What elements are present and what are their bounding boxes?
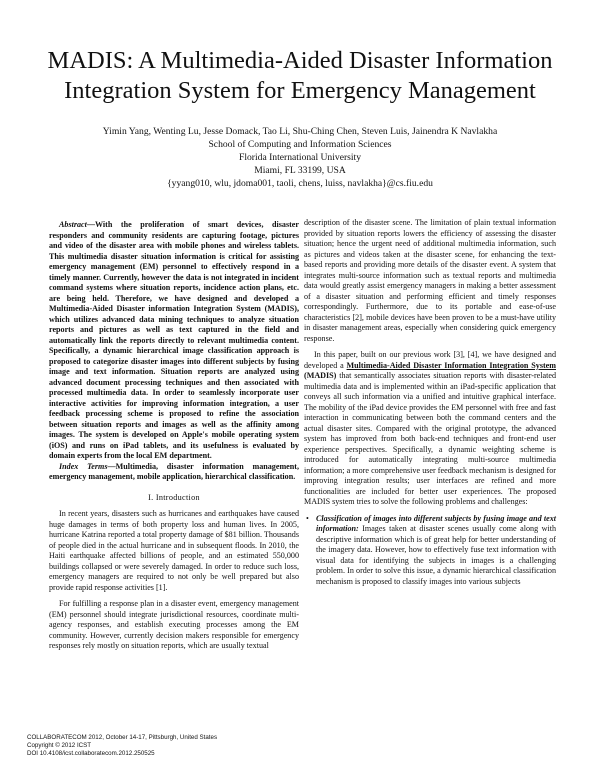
title-line-2: Integration System for Emergency Management	[64, 77, 536, 104]
madis-full-name: Multimedia-Aided Disaster Information Integration System	[346, 360, 556, 370]
left-column	[49, 220, 299, 652]
intro-paragraph-1: In recent years, disasters such as hurricanes and earthquakes have caused huge damages in terms of both property loss and human lives. In 2005, hurricane Katrina reported a total property damage of $81 billion. Thousands of people died in the actual hurricane and in subsequent floods. In 2010, the Haiti earthquake affected billions of people, and an estimated 550,000 buildings collapsed or were severely damaged. In order to reduce such loss, emergency managers are required to not only be well prepared but also provide rapid response activities [1].	[49, 509, 299, 592]
footer-doi: DOI 10.4108/icst.collaboratecom.2012.250525	[27, 750, 155, 758]
author-address: Miami, FL 33199, USA	[254, 165, 346, 176]
index-terms-dash: —	[107, 461, 116, 471]
right-paragraph-2	[304, 350, 556, 508]
author-emails: {yyang010, wlu, jdoma001, taoli, chens, luiss, navlakha}@cs.fiu.edu	[167, 178, 433, 189]
footer-copyright: Copyright © 2012 ICST	[27, 742, 92, 750]
abstract	[49, 220, 299, 462]
madis-abbr: (MADIS)	[304, 371, 337, 380]
p2-start: In this paper, built on our previous work [3], [4], we have designed and developed a	[304, 350, 556, 370]
index-terms-label: Index Terms	[59, 461, 108, 471]
right-column	[304, 218, 556, 587]
abstract-label: Abstract	[59, 220, 87, 229]
p2-end: that semantically associates situation reports with disaster-related multimedia data and is implemented within an iPad-specific application that conveys all such information via a unified and intuitive graphical interface. The mobility of the iPad device provides the EM personnel with free and fast interaction in communicating between both the command centers and the actual disaster sites. Compared with the original prototype, the advanced system has improved from both back-end techniques and front-end user experience perspectives. Specifically, a dynamic weighting scheme is introduced for automatically integrating multi-source multimedia information; a more comprehensive user feedback mechanism is designed for improving integration results; user interfaces are refined and more functionalities are included for better user experiences. The proposed MADIS system tries to solve the following problems and challenges:	[304, 371, 556, 506]
index-terms-text: Multimedia, disaster information management, emergency management, mobile application, hierarchical classification.	[49, 461, 299, 481]
footer-conference: COLLABORATECOM 2012, October 14-17, Pittsburgh, United States	[27, 734, 218, 741]
challenges-list	[304, 514, 556, 588]
author-school: School of Computing and Information Sciences	[208, 139, 392, 150]
list-item	[304, 514, 556, 588]
intro-paragraph-2: For fulfilling a response plan in a disaster event, emergency management (EM) personnel should integrate jurisdictional resources, coordinate multi-agency responses, and establish executing processes among the EM community. However, currently decision makers responsible for emergency responses rely mostly on situation reports, which are usually textual	[49, 599, 299, 650]
footer-block	[27, 734, 217, 758]
author-block	[0, 125, 600, 190]
bullet-text: Images taken at disaster scenes usually come along with descriptive information which is of great help for better understanding of the imagery data. However, how to effectively fuse text information with visual data for identifying the subjects in images is a challenging problem. In order to solve this issue, a dynamic hierarchical classification mechanism is proposed to classify images into various subjects	[316, 524, 556, 586]
author-university: Florida International University	[238, 152, 362, 163]
abstract-text: With the proliferation of smart devices, disaster responders and community residents are capturing footage, pictures and video of the disaster area with mobile phones and wireless tablets. This multimedia disaster situation information is critical for assisting emergency management (EM) personnel to effectively respond in a timely manner. Currently, however the data is not integrated in incident command systems where situation reports, incidence action plans, etc. are being held. Therefore, we have designed and developed a Multimedia-Aided Disaster information Integration System (MADIS), which utilizes advanced data mining techniques to analyze situation reports and pictures as well as text captured in the field and automatically link the reports directly to relevant multimedia content. Specifically, a dynamic hierarchical image classification approach is proposed to categorize disaster images into different subjects by fusing image and text information. Situation reports are analyzed using advanced document processing techniques and then associated with processed multimedia data. In order to seamlessly incorporate user interactive activities for improving information integration, a user feedback processing scheme is proposed to refine the association between situation reports and images as well as the affinity among images. The system is developed on Apple's mobile operating system (iOS) and runs on iPad tablets, and its usefulness is evaluated by domain experts from the local EM department.	[49, 220, 299, 460]
right-paragraph-1: description of the disaster scene. The limitation of plain textual information provided by situation reports lowers the efficiency of assessing the disaster situation; hence the urgent need of additional multimedia information, such as pictures and videos taken at the disaster scene, for enhancing the text-based reports and providing more details of the disaster event. A system that integrates multi-source information such as textual reports and multimedia data would greatly assist emergency managers in making a better assessment of a disaster situation and performing efficient and timely responses correspondingly. Furthermore, due to its portable and ease-of-use characteristics [2], mobile devices have been proven to be a must-have utility in disaster management areas, especially when considering quick emergency response.	[304, 218, 556, 343]
index-terms	[49, 462, 299, 483]
bullet-title: Classification of images into different subjects by fusing image and text information:	[316, 513, 556, 533]
bullet-dot: •	[306, 513, 309, 523]
section-heading-introduction: I. Introduction	[148, 492, 200, 502]
paper-title	[0, 46, 600, 106]
title-line-1: MADIS: A Multimedia-Aided Disaster Information	[47, 47, 553, 74]
abstract-dash: —	[86, 220, 95, 229]
author-names: Yimin Yang, Wenting Lu, Jesse Domack, Tao Li, Shu-Ching Chen, Steven Luis, Jainendra K Navlakha	[102, 126, 498, 137]
